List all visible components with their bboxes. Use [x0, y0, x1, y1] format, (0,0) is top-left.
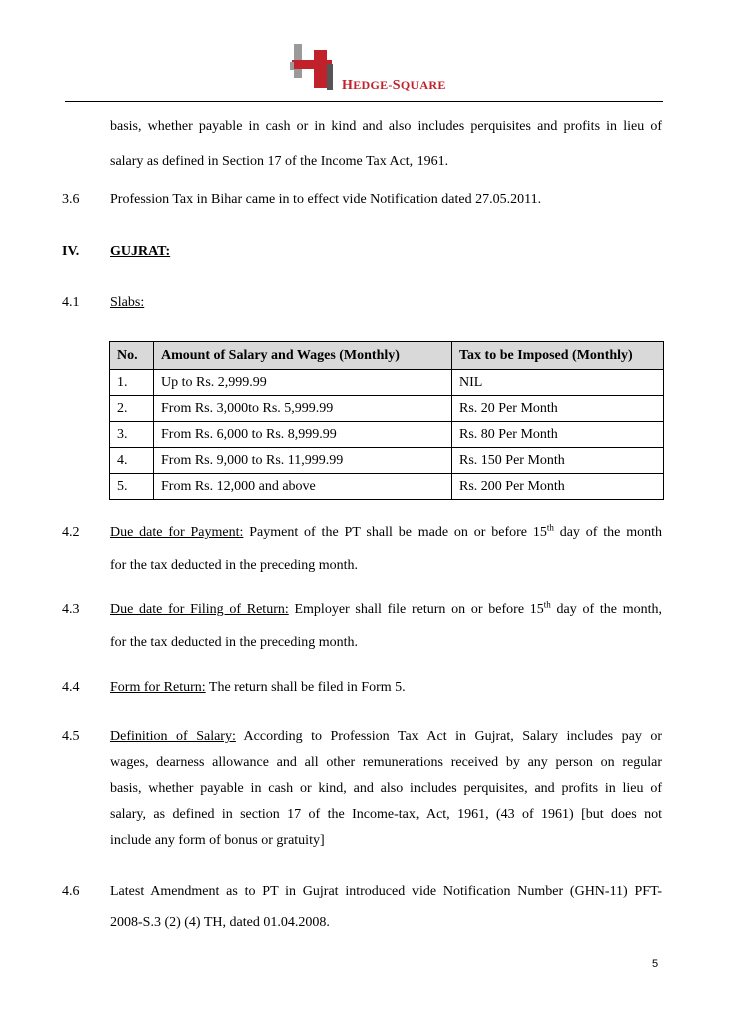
section-number: 4.1: [62, 295, 80, 310]
section-4-6-paragraph: [110, 879, 662, 936]
table-header-cell: No.: [110, 342, 154, 370]
table-row: [110, 396, 664, 422]
table-cell: Rs. 20 Per Month: [452, 396, 664, 422]
section-4-5-line-5: include any form of bonus or gratuity]: [110, 833, 325, 848]
table-cell: 4.: [110, 448, 154, 474]
section-4-2-paragraph: [110, 520, 662, 579]
section-4-5-line-4: salary, as defined in section 17 of the Income-tax, Act, 1961, (43 of 1961) [but does not: [110, 807, 662, 822]
table-cell: 5.: [110, 474, 154, 500]
hedge-square-logo: [288, 42, 348, 94]
ordinal-suffix: th: [546, 522, 554, 533]
table-cell: 2.: [110, 396, 154, 422]
section-heading: [110, 239, 662, 265]
table-cell: Up to Rs. 2,999.99: [154, 370, 452, 396]
filing-due-label: Due date for Filing of Return:: [110, 602, 289, 617]
section-4-5-line-2: wages, dearness allowance and all other remunerations received by any person on regular: [110, 755, 662, 770]
table-cell: From Rs. 6,000 to Rs. 8,999.99: [154, 422, 452, 448]
table-header-cell: Tax to be Imposed (Monthly): [452, 342, 664, 370]
page-number: 5: [652, 958, 659, 970]
table-row: [110, 370, 664, 396]
logo-mark-icon: [288, 42, 348, 94]
definition-text: According to Profession Tax Act in Gujrat, Salary includes pay or: [235, 729, 662, 744]
table-row: [110, 448, 664, 474]
section-number: 4.6: [62, 884, 80, 899]
section-number: 4.3: [62, 602, 80, 617]
table-cell: Rs. 150 Per Month: [452, 448, 664, 474]
section-4-6-line-2: 2008-S.3 (2) (4) TH, dated 01.04.2008.: [110, 915, 330, 930]
continuation-line-1: basis, whether payable in cash or in kind and also includes perquisites and profits in lieu of: [110, 119, 662, 134]
section-3-6-text: Profession Tax in Bihar came in to effect vide Notification dated 27.05.2011.: [110, 192, 542, 207]
header-rule: [65, 101, 663, 102]
table-cell: Rs. 80 Per Month: [452, 422, 664, 448]
table-cell: From Rs. 3,000to Rs. 5,999.99: [154, 396, 452, 422]
slabs-title: Slabs:: [110, 295, 145, 310]
section-title: GUJRAT:: [110, 244, 171, 259]
form-for-return-text: The return shall be filed in Form 5.: [205, 680, 406, 695]
definition-of-salary-label: Definition of Salary:: [110, 729, 236, 744]
section-4-5-paragraph: [110, 724, 662, 854]
slabs-heading: [110, 290, 662, 316]
filing-due-text: Employer shall file return on or before 15: [288, 602, 544, 617]
table-header-row: [110, 342, 664, 370]
table-cell: NIL: [452, 370, 664, 396]
payment-due-text-end: day of the month: [553, 525, 662, 540]
section-4-4-paragraph: [110, 675, 662, 701]
section-4-2-line-1: [110, 520, 662, 546]
table-cell: 3.: [110, 422, 154, 448]
section-4-3-paragraph: [110, 597, 662, 656]
table-cell: Rs. 200 Per Month: [452, 474, 664, 500]
logo-wordmark: HEDGE-SQUARE: [342, 78, 446, 93]
section-4-6-line-1: Latest Amendment as to PT in Gujrat introduced vide Notification Number (GHN-11) PFT-: [110, 884, 662, 899]
section-number: 4.2: [62, 525, 80, 540]
slabs-table: [109, 341, 664, 500]
section-number: 4.4: [62, 680, 80, 695]
table-header-cell: Amount of Salary and Wages (Monthly): [154, 342, 452, 370]
payment-due-text: Payment of the PT shall be made on or before 15: [243, 525, 547, 540]
form-for-return-label: Form for Return:: [110, 680, 206, 695]
ordinal-suffix: th: [543, 599, 551, 610]
section-4-5-line-1: [110, 724, 662, 750]
section-number: 4.5: [62, 729, 80, 744]
section-4-2-line-2: for the tax deducted in the preceding month.: [110, 558, 359, 573]
filing-due-text-end: day of the month,: [550, 602, 662, 617]
table-row: [110, 422, 664, 448]
section-number: 3.6: [62, 192, 80, 207]
table-cell: From Rs. 12,000 and above: [154, 474, 452, 500]
section-4-3-line-2: for the tax deducted in the preceding month.: [110, 635, 359, 650]
section-4-5-line-3: basis, whether payable in cash or kind, and also includes perquisites, and profits in lieu of: [110, 781, 662, 796]
continuation-line-2: salary as defined in Section 17 of the Income Tax Act, 1961.: [110, 154, 449, 169]
table-row: [110, 474, 664, 500]
table-cell: From Rs. 9,000 to Rs. 11,999.99: [154, 448, 452, 474]
section-number: IV.: [62, 244, 80, 259]
table-cell: 1.: [110, 370, 154, 396]
continuation-paragraph: [110, 114, 662, 175]
payment-due-label: Due date for Payment:: [110, 525, 244, 540]
section-4-3-line-1: [110, 597, 662, 623]
